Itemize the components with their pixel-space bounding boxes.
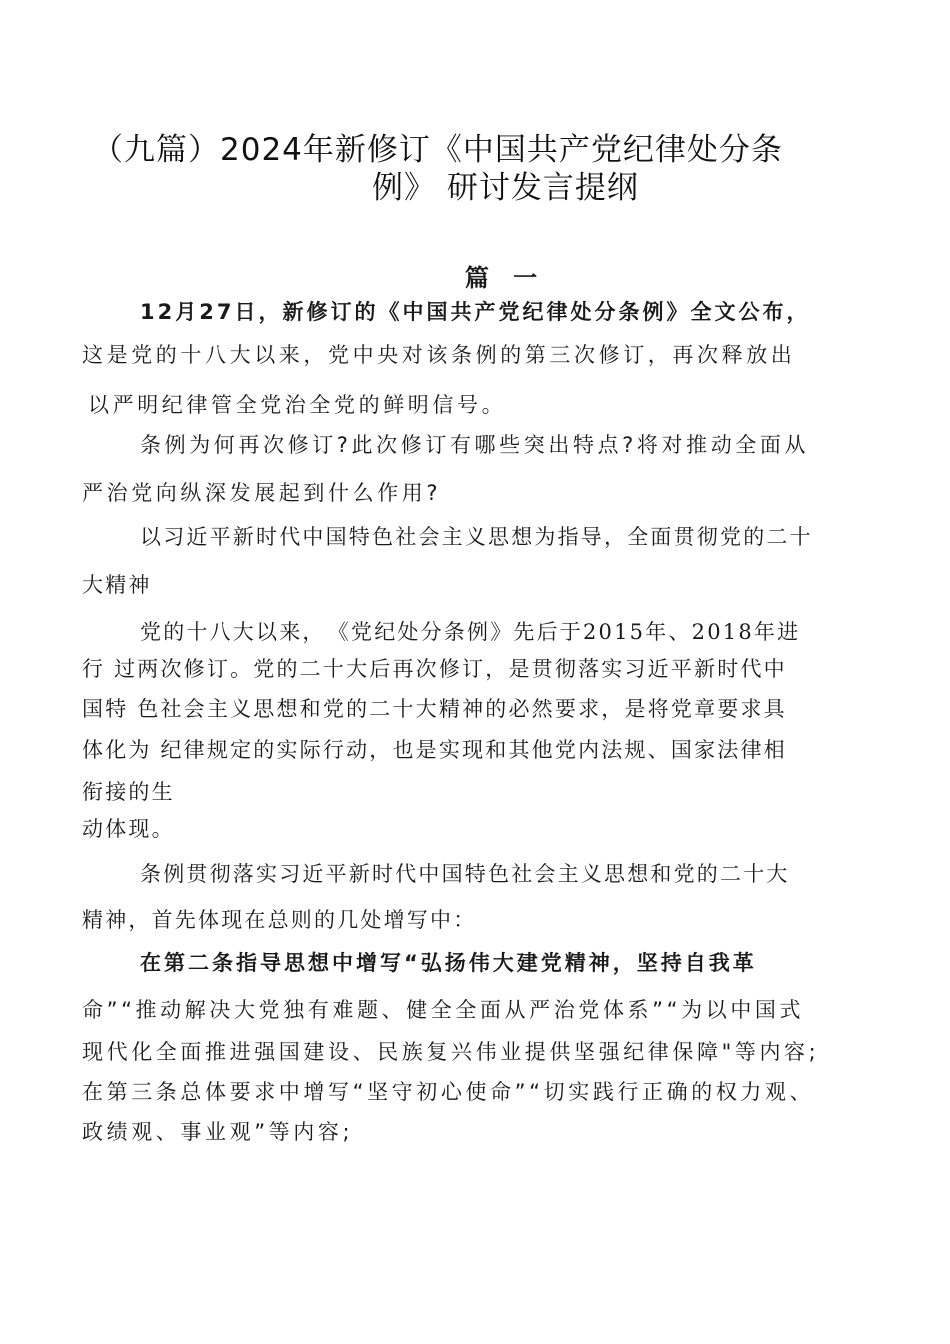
paragraph-line: 大精神 bbox=[82, 573, 152, 597]
paragraph-line: 精神，首先体现在总则的几处增写中： bbox=[82, 908, 477, 932]
paragraph-line: 在第三条总体要求中增写“坚守初心使命”“切实践行正确的权力观、 bbox=[82, 1080, 815, 1104]
paragraph-line: 体化为 纪律规定的实际行动，也是实现和其他党内法规、国家法律相 bbox=[82, 738, 787, 762]
paragraph-line: 命”“推动解决大党独有难题、健全全面从严治党体系”“为以中国式 bbox=[82, 998, 805, 1022]
paragraph-line: 行 过两次修订。党的二十大后再次修订，是贯彻落实习近平新时代中 bbox=[82, 657, 787, 681]
paragraph-line: 党的十八大以来， 《党纪处分条例》先后于2015年、2018年进 bbox=[140, 620, 801, 644]
document-title-line-2: 例》 研讨发言提纲 bbox=[372, 170, 639, 206]
document-title-line-1: （九篇）2024年新修订《中国共产党纪律处分条 bbox=[92, 132, 783, 168]
paragraph-line: 国特 色社会主义思想和党的二十大精神的必然要求，是将党章要求具 bbox=[82, 697, 787, 721]
paragraph-line: 在第二条指导思想中增写“弘扬伟大建党精神，坚持自我革 bbox=[140, 951, 757, 975]
paragraph-line: 条例为何再次修订?此次修订有哪些突出特点?将对推动全面从 bbox=[140, 433, 810, 457]
paragraph-line: 衔接的生 bbox=[82, 780, 175, 804]
section-heading: 篇 一 bbox=[464, 264, 546, 292]
paragraph-line: 以严明纪律管全党治全党的鲜明信号。 bbox=[88, 393, 507, 417]
paragraph-line: 政绩观、事业观”等内容; bbox=[82, 1120, 354, 1144]
paragraph-line: 以习近平新时代中国特色社会主义思想为指导，全面贯彻党的二十 bbox=[140, 525, 813, 549]
paragraph-line: 现代化全面推进强国建设、民族复兴伟业提供坚强纪律保障"等内容; bbox=[82, 1040, 820, 1064]
paragraph-line: 严治党向纵深发展起到什么作用? bbox=[82, 481, 442, 505]
paragraph-line: 12月27日，新修订的《中国共产党纪律处分条例》全文公布， bbox=[140, 300, 811, 324]
paragraph-line: 条例贯彻落实习近平新时代中国特色社会主义思想和党的二十大 bbox=[140, 862, 790, 886]
paragraph-line: 动体现。 bbox=[82, 817, 175, 841]
paragraph-line: 这是党的十八大以来，党中央对该条例的第三次修订，再次释放出 bbox=[82, 343, 796, 367]
